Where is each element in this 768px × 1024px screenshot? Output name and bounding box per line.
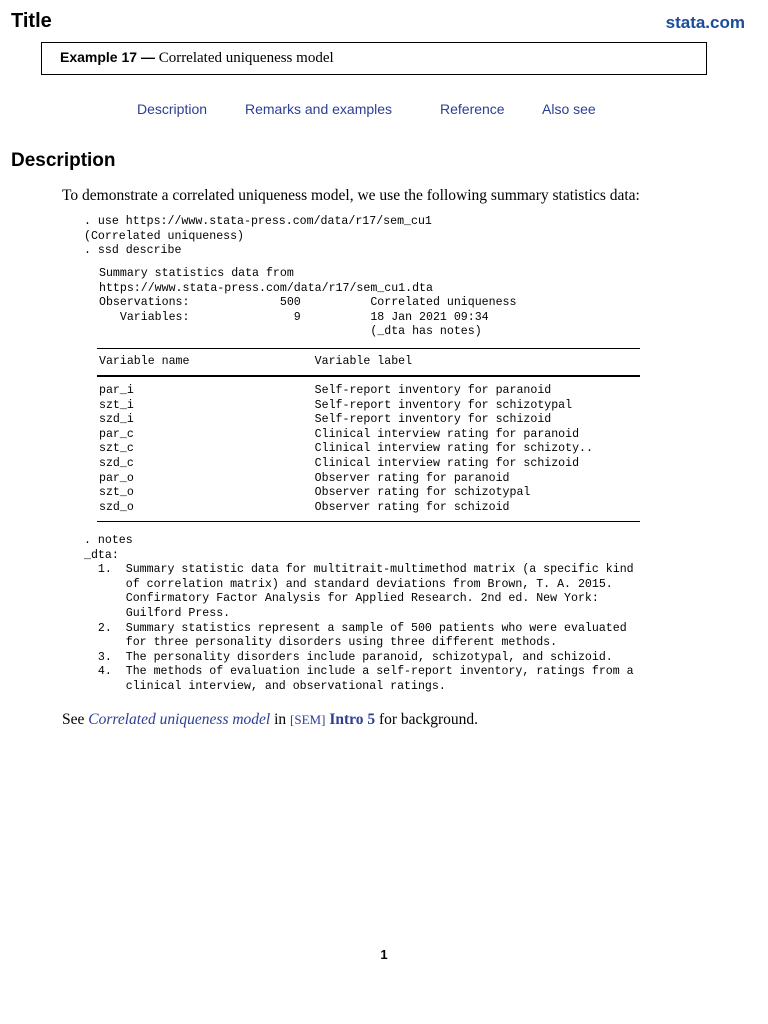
example-title-box xyxy=(41,42,707,75)
sem-manual-link[interactable]: [SEM] xyxy=(290,712,326,727)
section-nav xyxy=(0,101,768,121)
nav-link-remarks-and-examples[interactable]: Remarks and examples xyxy=(245,101,393,117)
variable-table-header: Variable name Variable label xyxy=(99,355,413,368)
correlated-uniqueness-model-link[interactable]: Correlated uniqueness model xyxy=(88,711,271,728)
ssd-describe-output: Summary statistics data from https://www.stata-press.com/data/r17/sem_cu1.dta Observations: 500 Correlated uniqueness Variables: 9 18 Jan 2021 09:34 (_dta has notes) xyxy=(99,267,517,339)
example-title: Correlated uniqueness model xyxy=(158,50,334,66)
intro-5-link[interactable]: Intro 5 xyxy=(329,711,376,728)
page-number: 1 xyxy=(380,947,388,962)
example-number: Example 17 — xyxy=(60,49,155,65)
table-top-rule xyxy=(97,348,640,349)
variable-table-rows: par_i Self-report inventory for paranoid szt_i Self-report inventory for schizotypal szd_i Self-report inventory for schizoid par_c Clinical interview rating for paranoid szt_c Clinical interview rating for schizoty.. szd_c Clinical interview rating for schizoid par_o Observer rating for paranoid szt_o Observer rating for schizotypal szd_o Observer rating for schizoid xyxy=(99,384,593,514)
description-intro: To demonstrate a correlated uniqueness model, we use the following summary statistics data: xyxy=(62,187,640,204)
see-suffix: for background. xyxy=(378,711,478,728)
stata-commands-block: . use https://www.stata-press.com/data/r17/sem_cu1 (Correlated uniqueness) . ssd describe xyxy=(84,215,432,258)
nav-link-description[interactable]: Description xyxy=(137,101,208,117)
description-heading: Description xyxy=(11,150,116,171)
see-prefix: See xyxy=(62,711,85,728)
see-middle: in xyxy=(274,711,287,728)
notes-output: . notes _dta: 1. Summary statistic data for multitrait-multimethod matrix (a specific kind of correlation matrix) and standard deviations from Brown, T. A. 2015. Confirmatory Factor Analysis for Applied Research. 2nd ed. New York: Guilford Press. 2. Summary statistics represent a sample of 500 patients who were evaluated for three personality disorders using three different methods. 3. The personality disorders include paranoid, schizotypal, and schizoid. 4. The methods of evaluation include a self-report inventory, ratings from a clinical interview, and observational ratings. xyxy=(84,534,634,693)
nav-link-reference[interactable]: Reference xyxy=(440,101,505,117)
table-header-rule xyxy=(97,375,640,377)
see-also-sentence xyxy=(62,711,478,729)
page-header-title: Title xyxy=(11,10,52,32)
table-bottom-rule xyxy=(97,521,640,522)
stata-home-link[interactable]: stata.com xyxy=(665,13,745,32)
nav-link-also-see[interactable]: Also see xyxy=(542,101,596,117)
